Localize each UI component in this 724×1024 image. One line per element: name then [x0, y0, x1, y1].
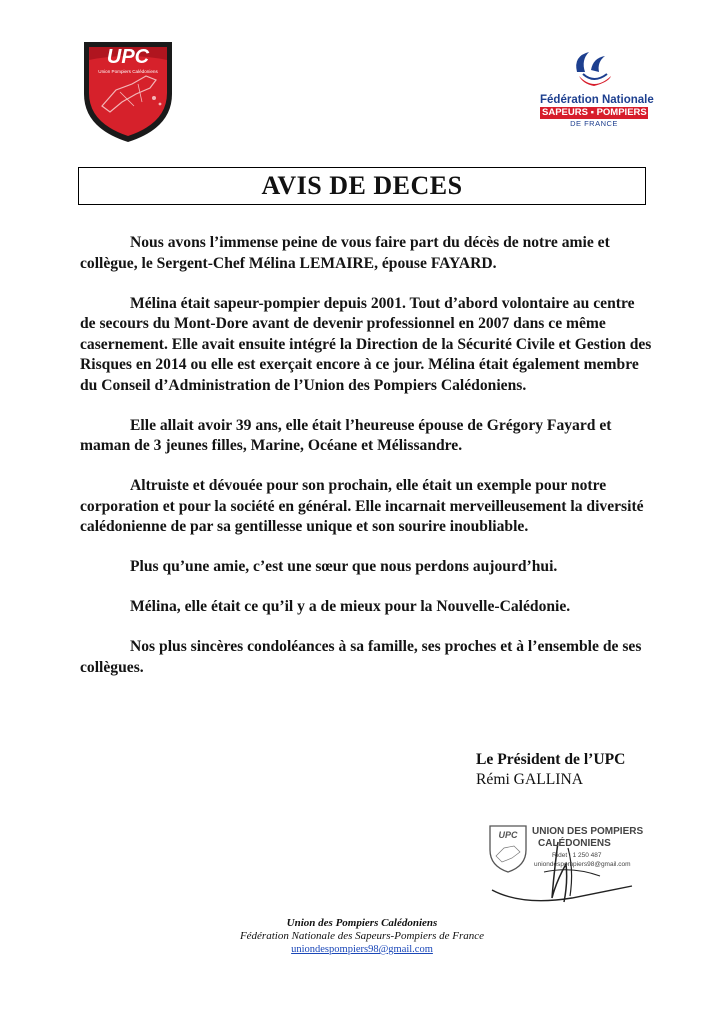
fnspf-name: Fédération Nationale — [540, 94, 654, 106]
svg-text:UPC: UPC — [498, 830, 518, 840]
paragraph-best: Mélina, elle était ce qu’il y a de mieux pour la Nouvelle-Calédonie. — [130, 598, 571, 615]
paragraph-sister: Plus qu’une amie, c’est une sœur que nous perdons aujourd’hui. — [130, 558, 558, 575]
fnspf-country: DE FRANCE — [570, 119, 618, 128]
stamp-line-1: UNION DES POMPIERS — [532, 826, 644, 837]
footer-federation: Fédération Nationale des Sapeurs-Pompiers de France — [239, 930, 485, 942]
paragraph-family: Elle allait avoir 39 ans, elle était l’heureuse épouse de Grégory Fayard et maman de 3 jeunes filles, Marine, Océane et Mélissandre. — [80, 416, 612, 454]
page-title: AVIS DE DECES — [261, 171, 463, 200]
signature-block — [476, 750, 676, 790]
fnspf-logo — [540, 48, 654, 148]
footer-email-link[interactable]: uniondespompiers98@gmail.com — [291, 944, 433, 955]
svg-text:Union Pompiers Calédoniens: Union Pompiers Calédoniens — [98, 69, 158, 74]
footer-org: Union des Pompiers Calédoniens — [286, 917, 438, 929]
signature-title: Le Président de l’UPC — [476, 751, 626, 768]
fnspf-banner: SAPEURS ▪ POMPIERS — [542, 107, 647, 118]
paragraph-career: Mélina était sapeur-pompier depuis 2001. Tout d’abord volontaire au centre de secours du Mont-Dore avant de devenir professionnel en 2007 dans ce même casernement. Elle avait ensuite intégré la Direction de la Sécurité Civile et Gestion des Risques en 2014 ou elle est exerçait encore à ce jour. Mélina était également membre du Conseil d’Administration de l’Union des Pompiers Calédoniens. — [80, 294, 652, 394]
upc-logo — [80, 36, 176, 146]
notice-body — [80, 233, 652, 698]
paragraph-tribute: Altruiste et dévouée pour son prochain, elle était un exemple pour notre corporation et pour la société en général. Elle incarnait merveilleusement la diversité calédonienne de par sa gentillesse unique et son sourire inoubliable. — [80, 477, 644, 535]
stamp-line-4: uniondespompiers98@gmail.com — [534, 861, 631, 868]
paragraph-announcement: Nous avons l’immense peine de vous faire part du décès de notre amie et collègue, le Sergent-Chef Mélina LEMAIRE, épouse FAYARD. — [80, 234, 610, 272]
stamp — [482, 812, 650, 907]
signature-name: Rémi GALLINA — [476, 771, 583, 788]
paragraph-condolences: Nos plus sincères condoléances à sa famille, ses proches et à l’ensemble de ses collègues. — [80, 638, 642, 676]
stamp-line-3: Ridet : 1 250 487 — [552, 852, 602, 859]
title-box — [78, 167, 646, 205]
svg-text:UPC: UPC — [106, 46, 150, 68]
footer — [200, 917, 524, 956]
stamp-line-2: CALÉDONIENS — [538, 838, 611, 849]
